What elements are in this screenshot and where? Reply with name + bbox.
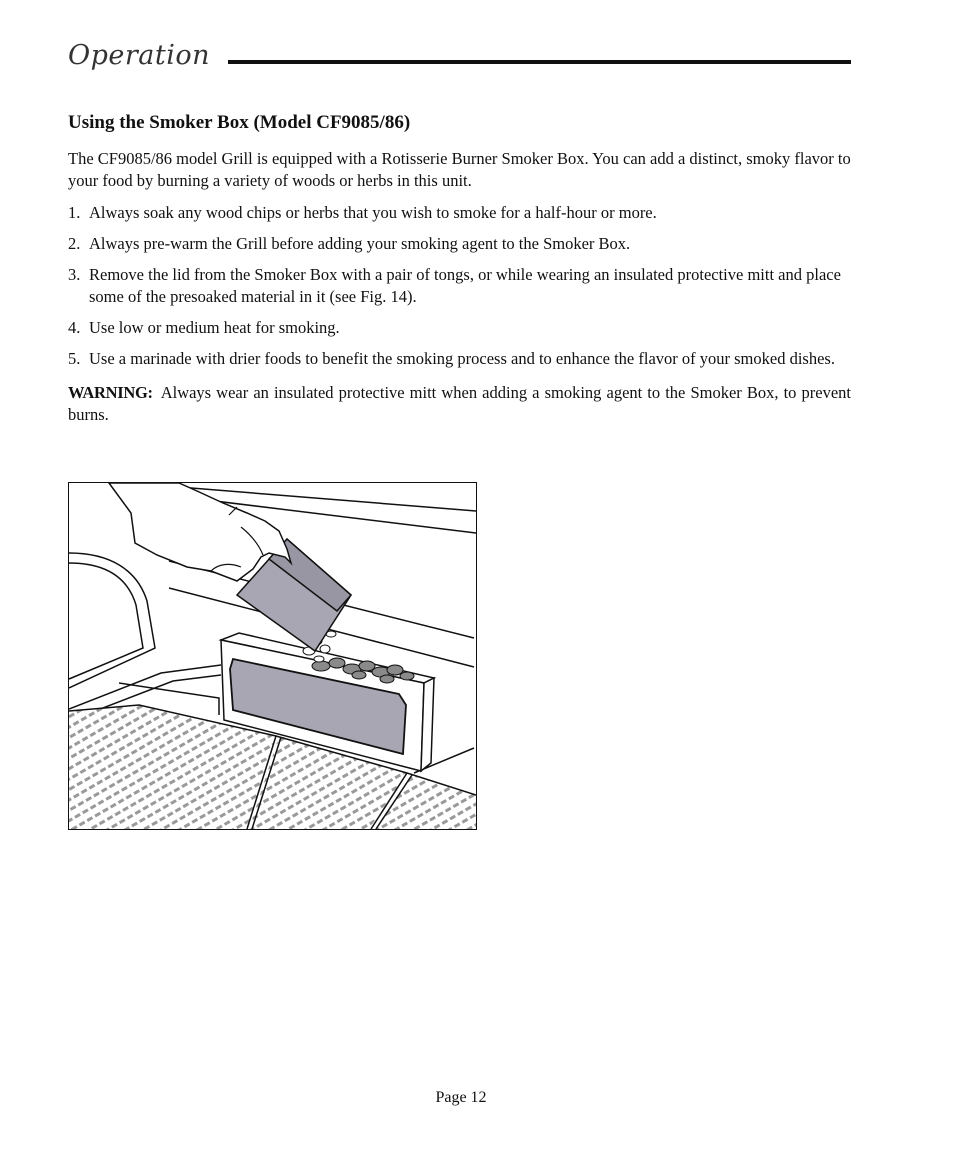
step-text: Use a marinade with drier foods to benefit the smoking process and to enhance the flavor of your smoked dishes. (89, 349, 835, 368)
step-text: Always soak any wood chips or herbs that you wish to smoke for a half-hour or more. (89, 203, 657, 222)
warning-paragraph (68, 382, 851, 426)
steps-list (68, 202, 851, 370)
firebox-side (69, 563, 143, 679)
page-header (68, 38, 851, 78)
smoker-box-figure (68, 482, 477, 830)
step-text: Use low or medium heat for smoking. (89, 318, 340, 337)
smoker-box-illustration (69, 483, 476, 829)
step-text: Remove the lid from the Smoker Box with a pair of tongs, or while wearing an insulated protective mitt and place some of the presoaked material in it (see Fig. 14). (89, 265, 841, 306)
list-item (68, 317, 851, 339)
section-title: Operation (68, 40, 211, 71)
step-number: 3. (68, 265, 81, 284)
step-number: 5. (68, 349, 81, 368)
list-item (68, 233, 851, 255)
subheading: Using the Smoker Box (Model CF9085/86) (68, 112, 411, 133)
step-number: 4. (68, 318, 81, 337)
body-content (68, 148, 851, 426)
page-number (0, 1089, 954, 1107)
warning-label: WARNING: (68, 383, 153, 402)
header-rule (228, 60, 851, 64)
intro-paragraph: The CF9085/86 model Grill is equipped with a Rotisserie Burner Smoker Box. You can add a distinct, smoky flavor to your food by burning a variety of woods or herbs in this unit. (68, 149, 851, 190)
step-text: Always pre-warm the Grill before adding your smoking agent to the Smoker Box. (89, 234, 631, 253)
step-number: 1. (68, 203, 81, 222)
warning-text: Always wear an insulated protective mitt when adding a smoking agent to the Smoker Box, to prevent burns. (68, 383, 851, 424)
list-item (68, 202, 851, 224)
page-number-text: Page 12 (435, 1089, 487, 1106)
list-item (68, 348, 851, 370)
list-item (68, 264, 851, 308)
step-number: 2. (68, 234, 81, 253)
smoker-box-side (421, 678, 434, 771)
